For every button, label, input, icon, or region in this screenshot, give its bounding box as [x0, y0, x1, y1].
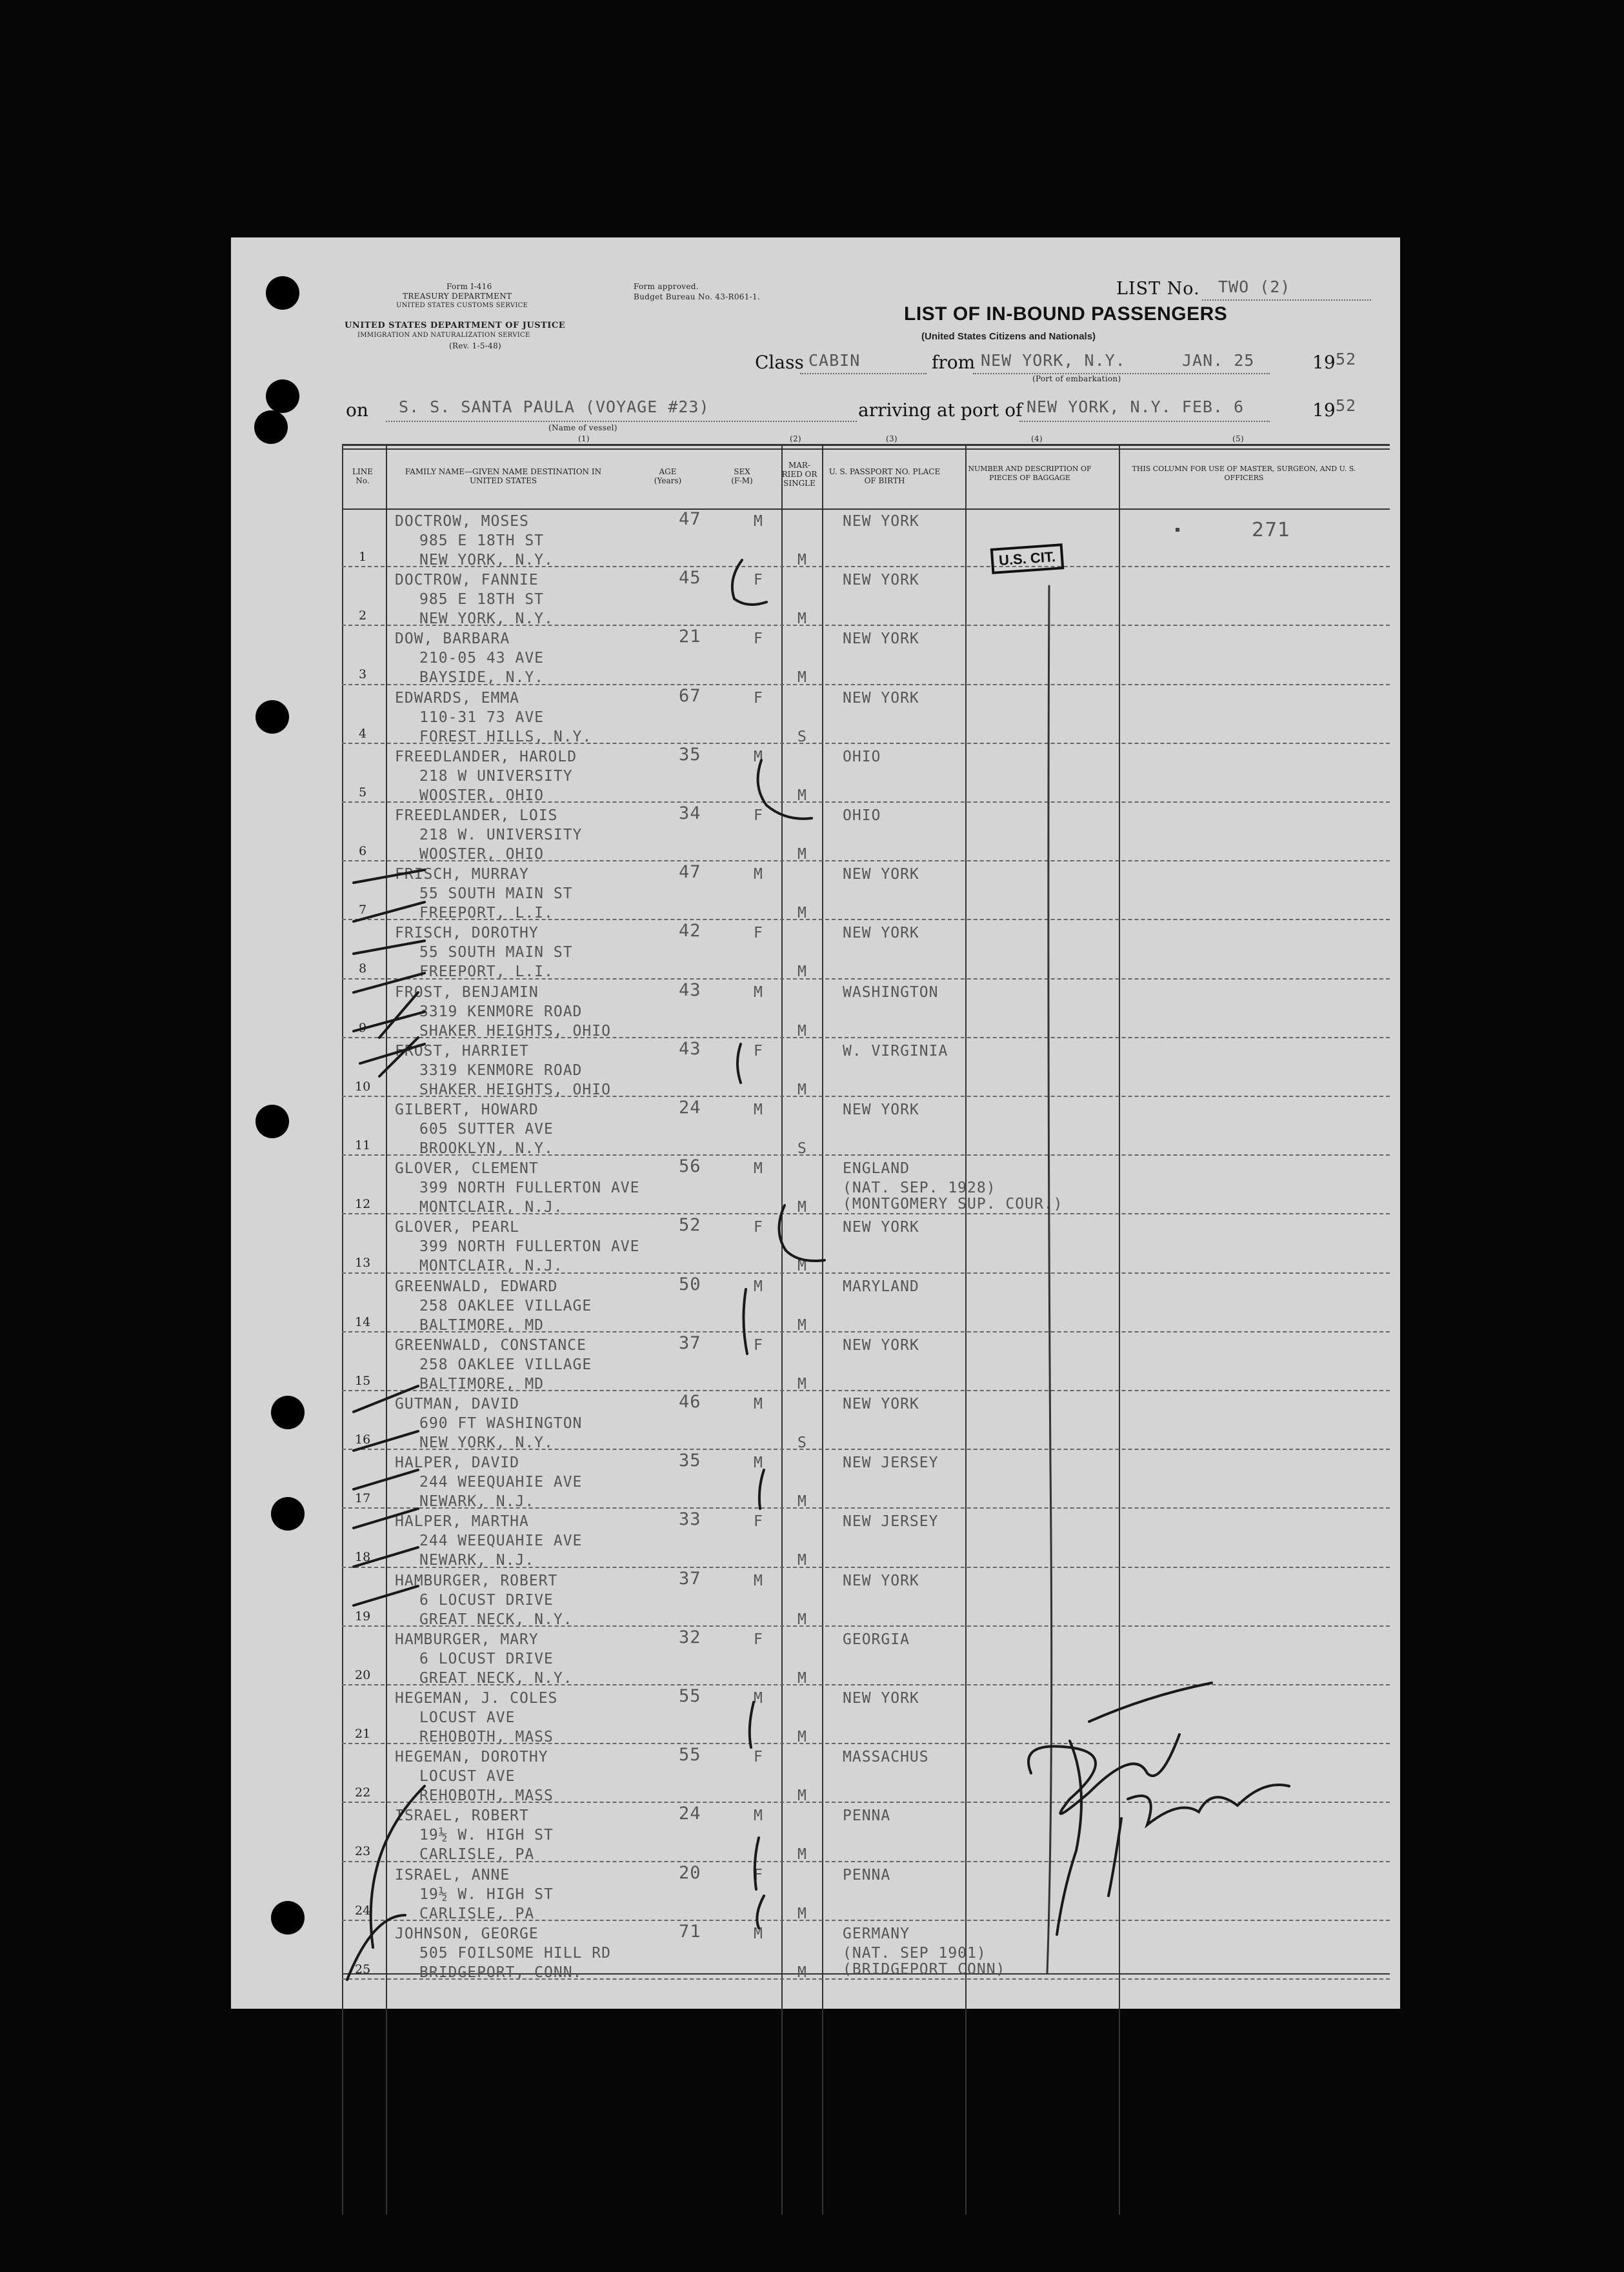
passenger-address-1: 690 FT WASHINGTON: [419, 1415, 583, 1432]
place-of-birth: NEW YORK: [843, 1396, 919, 1412]
marital-status: S: [797, 728, 807, 745]
passenger-sex: F: [754, 1749, 763, 1766]
col-num-1: (1): [578, 434, 590, 443]
us-citizen-stamp: U.S. CIT.: [990, 543, 1065, 574]
passenger-age: 37: [679, 1332, 701, 1353]
passenger-sex: M: [754, 1454, 763, 1472]
place-of-birth: MASSACHUS: [843, 1749, 929, 1766]
passenger-age: 35: [679, 744, 701, 765]
signature-mark: [1128, 1785, 1289, 1825]
passenger-address-2: BRIDGEPORT, CONN.: [419, 1964, 583, 1981]
passenger-age: 50: [679, 1274, 701, 1294]
passenger-sex: F: [754, 925, 763, 942]
line-number: 5: [359, 785, 367, 799]
line-number: 10: [355, 1079, 371, 1094]
marital-status: M: [797, 1022, 807, 1040]
marital-status: M: [797, 1846, 807, 1864]
line-number: 17: [355, 1491, 371, 1506]
passenger-age: 55: [679, 1686, 701, 1706]
officer-note: 271: [1252, 519, 1291, 541]
passenger-address-2: GREAT NECK, N.Y.: [419, 1611, 573, 1628]
line-number: 19: [355, 1609, 371, 1624]
marital-status: M: [797, 1552, 807, 1569]
line-number: 23: [355, 1844, 371, 1859]
passenger-address-1: 985 E 18TH ST: [419, 591, 545, 608]
passenger-sex: F: [754, 630, 763, 648]
line-number: 11: [355, 1138, 371, 1152]
marital-status: S: [797, 1140, 807, 1157]
passenger-address-2: WOOSTER, OHIO: [419, 787, 545, 804]
passenger-address-1: 505 FOILSOME HILL RD: [419, 1944, 611, 1962]
passenger-name: HAMBURGER, ROBERT: [395, 1572, 558, 1589]
passenger-name: ISRAEL, ANNE: [395, 1866, 510, 1884]
check-mark: [371, 1786, 425, 1947]
passenger-age: 21: [679, 627, 701, 647]
passenger-address-1: LOCUST AVE: [419, 1709, 516, 1726]
page-title: LIST OF IN-BOUND PASSENGERS: [904, 303, 1228, 325]
passenger-address-2: NEWARK, N.J.: [419, 1493, 535, 1511]
bracket-mark: [750, 1702, 754, 1747]
place-of-birth: W. VIRGINIA: [843, 1042, 948, 1060]
passenger-name: FRISCH, MURRAY: [395, 866, 529, 883]
passenger-address-1: 110-31 73 AVE: [419, 709, 545, 726]
justice-dept: UNITED STATES DEPARTMENT OF JUSTICE: [345, 321, 566, 330]
bracket-mark: [757, 1896, 764, 1928]
passenger-address-1: 399 NORTH FULLERTON AVE: [419, 1238, 640, 1256]
line-number: 2: [359, 608, 367, 623]
vessel-caption: (Name of vessel): [548, 423, 617, 432]
marital-status: M: [797, 787, 807, 804]
passenger-sex: F: [754, 1513, 763, 1531]
naturalization-note: (NAT. SEP 1901): [843, 1944, 987, 1962]
class-label: Class: [755, 352, 804, 373]
arriving-label: arriving at port of: [858, 399, 1023, 421]
check-mark: [354, 1431, 418, 1451]
passenger-sex: M: [754, 748, 763, 765]
col-header-name: FAMILY NAME—GIVEN NAME DESTINATION IN UNITED STATES: [405, 467, 602, 485]
punch-hole: [271, 1901, 305, 1935]
class-value: CABIN: [808, 351, 861, 370]
check-mark: [354, 973, 425, 992]
check-mark: [347, 1915, 405, 1980]
passenger-address-2: CARLISLE, PA: [419, 1846, 535, 1864]
passenger-address-1: 605 SUTTER AVE: [419, 1121, 554, 1138]
form-number: Form I-416: [446, 282, 492, 291]
marital-status: M: [797, 1081, 807, 1098]
passenger-name: HEGEMAN, J. COLES: [395, 1690, 558, 1707]
marital-status: M: [797, 669, 807, 687]
passenger-age: 43: [679, 1038, 701, 1059]
place-of-birth: NEW YORK: [843, 630, 919, 648]
marital-status: M: [797, 905, 807, 922]
passenger-address-2: MONTCLAIR, N.J.: [419, 1199, 563, 1216]
place-of-birth: PENNA: [843, 1807, 891, 1825]
from-date: JAN. 25: [1182, 351, 1255, 370]
line-number: 4: [359, 726, 367, 741]
line-number: 9: [359, 1020, 367, 1035]
passenger-sex: M: [754, 1101, 763, 1118]
place-of-birth: GERMANY: [843, 1925, 910, 1942]
year-2: 52: [1336, 396, 1357, 415]
bracket-mark: [758, 760, 812, 819]
col-header-passport: U. S. PASSPORT NO. PLACE OF BIRTH: [828, 467, 941, 485]
marital-status: M: [797, 610, 807, 628]
passenger-sex: M: [754, 866, 763, 883]
passenger-address-2: NEWARK, N.J.: [419, 1552, 535, 1569]
marital-status: M: [797, 1669, 807, 1687]
passenger-age: 42: [679, 921, 701, 941]
passenger-sex: M: [754, 1925, 763, 1942]
passenger-sex: M: [754, 1690, 763, 1707]
passenger-sex: M: [754, 1160, 763, 1178]
punch-hole: [271, 1497, 305, 1531]
line-number: 13: [355, 1256, 371, 1271]
year-prefix-1: 19: [1312, 352, 1336, 373]
passenger-name: FREEDLANDER, HAROLD: [395, 748, 577, 765]
passenger-address-2: BALTIMORE, MD: [419, 1375, 545, 1392]
marital-status: M: [797, 1316, 807, 1334]
passenger-address-2: CARLISLE, PA: [419, 1905, 535, 1922]
passenger-address-2: WOOSTER, OHIO: [419, 846, 545, 863]
passenger-address-2: REHOBOTH, MASS: [419, 1729, 554, 1745]
marital-status: M: [797, 1611, 807, 1628]
place-of-birth: NEW JERSEY: [843, 1454, 939, 1472]
marital-status: M: [797, 1375, 807, 1392]
passenger-address-1: 244 WEEQUAHIE AVE: [419, 1474, 583, 1491]
passenger-name: HEGEMAN, DOROTHY: [395, 1749, 548, 1766]
marital-status: S: [797, 1434, 807, 1451]
passenger-address-2: BROOKLYN, N.Y.: [419, 1140, 554, 1157]
ins-service: IMMIGRATION AND NATURALIZATION SERVICE: [357, 332, 530, 339]
col-header-line: LINE No.: [352, 467, 373, 485]
year-1: 52: [1336, 350, 1357, 368]
place-of-birth: ENGLAND: [843, 1160, 910, 1178]
passenger-sex: M: [754, 513, 763, 530]
marital-status: M: [797, 1964, 807, 1981]
marital-status: M: [797, 1199, 807, 1216]
passenger-name: JOHNSON, GEORGE: [395, 1925, 539, 1942]
line-number: 6: [359, 844, 367, 858]
passenger-name: DOW, BARBARA: [395, 630, 510, 648]
line-number: 20: [355, 1667, 371, 1682]
passenger-sex: M: [754, 983, 763, 1001]
marital-status: M: [797, 1729, 807, 1745]
passenger-name: EDWARDS, EMMA: [395, 689, 520, 707]
line-number: 21: [355, 1727, 371, 1741]
passenger-address-1: 210-05 43 AVE: [419, 650, 545, 667]
place-of-birth: NEW YORK: [843, 925, 919, 942]
passenger-age: 43: [679, 980, 701, 1000]
marital-status: M: [797, 552, 807, 568]
col-header-baggage: NUMBER AND DESCRIPTION OF PIECES OF BAGGAGE: [968, 465, 1092, 482]
handwritten-marks: [231, 237, 1400, 2009]
passenger-sex: F: [754, 1866, 763, 1884]
line-number: 15: [355, 1373, 371, 1388]
signature-mark: [1057, 1741, 1081, 1935]
passenger-address-1: 244 WEEQUAHIE AVE: [419, 1533, 583, 1550]
passenger-address-1: 218 W UNIVERSITY: [419, 767, 573, 785]
vessel-name: S. S. SANTA PAULA (VOYAGE #23): [399, 397, 710, 416]
passenger-sex: F: [754, 689, 763, 707]
bracket-mark: [737, 1044, 741, 1083]
place-of-birth: NEW YORK: [843, 1101, 919, 1118]
check-mark: [354, 941, 425, 954]
passenger-name: HAMBURGER, MARY: [395, 1631, 539, 1648]
bracket-mark: [732, 560, 767, 605]
col-num-3: (3): [886, 434, 897, 443]
passenger-name: HALPER, DAVID: [395, 1454, 520, 1472]
bracket-mark: [759, 1470, 764, 1509]
passenger-address-1: 3319 KENMORE ROAD: [419, 1061, 583, 1079]
passenger-address-1: 258 OAKLEE VILLAGE: [419, 1297, 592, 1314]
passenger-address-2: GREAT NECK, N.Y.: [419, 1669, 573, 1687]
check-mark: [354, 870, 425, 883]
passenger-address-1: 985 E 18TH ST: [419, 532, 545, 549]
punch-hole: [254, 410, 288, 444]
place-of-birth: OHIO: [843, 807, 881, 824]
place-of-birth: NEW YORK: [843, 866, 919, 883]
check-mark: [354, 1547, 418, 1567]
signature-mark: [1089, 1683, 1212, 1722]
passenger-age: 71: [679, 1921, 701, 1942]
from-label: from: [932, 352, 976, 373]
passenger-sex: M: [754, 1396, 763, 1412]
passenger-age: 24: [679, 1804, 701, 1824]
check-mark: [354, 1509, 418, 1528]
passenger-name: GLOVER, CLEMENT: [395, 1160, 539, 1178]
customs-service: UNITED STATES CUSTOMS SERVICE: [396, 302, 528, 309]
passenger-address-2: NEW YORK, N.Y.: [419, 552, 554, 568]
passenger-address-1: 55 SOUTH MAIN ST: [419, 885, 573, 903]
passenger-name: FRISCH, DOROTHY: [395, 925, 539, 942]
passenger-sex: F: [754, 1042, 763, 1060]
passenger-name: DOCTROW, FANNIE: [395, 572, 539, 589]
passenger-address-2: FREEPORT, L.I.: [419, 905, 554, 922]
marital-status: M: [797, 1787, 807, 1805]
passenger-address-2: MONTCLAIR, N.J.: [419, 1258, 563, 1275]
passenger-sex: F: [754, 1631, 763, 1648]
passenger-name: ISRAEL, ROBERT: [395, 1807, 529, 1825]
place-of-birth: MARYLAND: [843, 1278, 919, 1295]
passenger-address-1: 55 SOUTH MAIN ST: [419, 944, 573, 961]
passenger-sex: F: [754, 1219, 763, 1236]
punch-hole: [256, 1105, 289, 1138]
passenger-address-2: FREEPORT, L.I.: [419, 963, 554, 981]
passenger-age: 34: [679, 803, 701, 823]
passenger-address-2: NEW YORK, N.Y.: [419, 610, 554, 628]
passenger-name: GREENWALD, EDWARD: [395, 1278, 558, 1295]
passenger-sex: M: [754, 1807, 763, 1825]
place-of-birth: NEW JERSEY: [843, 1513, 939, 1531]
place-of-birth: NEW YORK: [843, 1336, 919, 1354]
passenger-address-1: 258 OAKLEE VILLAGE: [419, 1356, 592, 1373]
budget-bureau: Budget Bureau No. 43-R061-1.: [634, 292, 761, 301]
line-number: 22: [355, 1785, 371, 1800]
line-number: 3: [359, 667, 367, 682]
passenger-age: 33: [679, 1509, 701, 1530]
treasury-dept: TREASURY DEPARTMENT: [403, 292, 512, 301]
line-number: 16: [355, 1433, 371, 1447]
passenger-sex: M: [754, 1572, 763, 1589]
bracket-mark: [755, 1838, 759, 1889]
passenger-name: FROST, HARRIET: [395, 1042, 529, 1060]
line-number: 25: [355, 1962, 371, 1976]
place-of-birth: NEW YORK: [843, 513, 919, 530]
passenger-name: FREEDLANDER, LOIS: [395, 807, 558, 824]
punch-hole: [266, 379, 299, 413]
place-of-birth: NEW YORK: [843, 1572, 919, 1589]
check-mark: [354, 1586, 418, 1605]
passenger-address-1: 6 LOCUST DRIVE: [419, 1591, 554, 1609]
marital-status: M: [797, 1905, 807, 1922]
manifest-sheet: [231, 237, 1400, 2009]
passenger-address-1: LOCUST AVE: [419, 1768, 516, 1785]
place-of-birth: NEW YORK: [843, 1690, 919, 1707]
passenger-address-2: NEW YORK, N.Y.: [419, 1434, 554, 1451]
line-number: 24: [355, 1903, 371, 1918]
passenger-age: 20: [679, 1862, 701, 1883]
passenger-age: 46: [679, 1392, 701, 1412]
place-of-birth: WASHINGTON: [843, 983, 939, 1001]
check-mark: [354, 1470, 418, 1489]
check-mark: [354, 902, 425, 921]
passenger-sex: F: [754, 1336, 763, 1354]
form-approved: Form approved.: [634, 282, 699, 291]
passenger-age: 35: [679, 1451, 701, 1471]
passenger-address-1: 399 NORTH FULLERTON AVE: [419, 1180, 640, 1197]
place-of-birth: NEW YORK: [843, 1219, 919, 1236]
passenger-age: 45: [679, 568, 701, 588]
port-embarkation-caption: (Port of embarkation): [1032, 374, 1121, 383]
passenger-age: 67: [679, 685, 701, 706]
year-prefix-2: 19: [1312, 399, 1336, 421]
on-label: on: [346, 399, 368, 421]
col-header-married: MAR-RIED OR SINGLE: [781, 461, 817, 488]
marital-status: M: [797, 1493, 807, 1511]
passenger-age: 52: [679, 1215, 701, 1236]
punch-hole: [271, 1396, 305, 1429]
passenger-address-1: 6 LOCUST DRIVE: [419, 1650, 554, 1667]
check-mark: [360, 1044, 425, 1063]
col-num-4: (4): [1031, 434, 1043, 443]
place-of-birth: NEW YORK: [843, 572, 919, 589]
passenger-name: GILBERT, HOWARD: [395, 1101, 539, 1118]
passenger-age: 55: [679, 1745, 701, 1765]
line-number: 12: [355, 1197, 371, 1212]
passenger-sex: F: [754, 572, 763, 589]
page-subtitle: (United States Citizens and Nationals): [921, 331, 1096, 342]
passenger-sex: M: [754, 1278, 763, 1295]
line-number: 1: [359, 550, 367, 564]
passenger-address-2: BALTIMORE, MD: [419, 1316, 545, 1334]
passenger-address-2: BAYSIDE, N.Y.: [419, 669, 545, 687]
marital-status: M: [797, 846, 807, 863]
passenger-address-2: FOREST HILLS, N.Y.: [419, 728, 592, 745]
list-no-value: TWO (2): [1218, 277, 1291, 296]
passenger-age: 37: [679, 1568, 701, 1589]
revision-date: (Rev. 1-5-48): [449, 341, 502, 350]
line-number: 7: [359, 903, 367, 918]
passenger-sex: F: [754, 807, 763, 824]
ditto-line: [1047, 586, 1052, 1973]
marital-status: M: [797, 1258, 807, 1275]
place-of-birth: NEW YORK: [843, 689, 919, 707]
place-of-birth: PENNA: [843, 1866, 891, 1884]
passenger-age: 47: [679, 509, 701, 529]
passenger-address-2: REHOBOTH, MASS: [419, 1787, 554, 1805]
naturalization-court: (BRIDGEPORT CONN): [843, 1960, 1006, 1978]
place-of-birth: OHIO: [843, 748, 881, 765]
line-number: 18: [355, 1550, 371, 1565]
passenger-name: GLOVER, PEARL: [395, 1219, 520, 1236]
bracket-mark: [743, 1289, 747, 1354]
punch-hole: [266, 276, 299, 310]
col-num-2: (2): [790, 434, 801, 443]
check-mark: [354, 1386, 418, 1412]
passenger-name: GREENWALD, CONSTANCE: [395, 1336, 586, 1354]
from-port: NEW YORK, N.Y.: [981, 351, 1126, 370]
punch-hole: [256, 700, 289, 734]
line-number: 14: [355, 1314, 371, 1329]
passenger-name: GUTMAN, DAVID: [395, 1396, 520, 1412]
naturalization-court: (MONTGOMERY SUP. COUR.): [843, 1196, 1063, 1213]
passenger-age: 24: [679, 1098, 701, 1118]
line-number: 8: [359, 961, 367, 976]
passenger-age: 32: [679, 1627, 701, 1647]
col-num-5: (5): [1232, 434, 1244, 443]
passenger-age: 56: [679, 1156, 701, 1177]
passenger-address-1: 19½ W. HIGH ST: [419, 1885, 554, 1903]
passenger-age: 47: [679, 862, 701, 883]
col-header-sex: SEX (F-M): [731, 467, 753, 485]
place-of-birth: GEORGIA: [843, 1631, 910, 1648]
passenger-address-1: 218 W. UNIVERSITY: [419, 827, 583, 843]
passenger-address-1: 3319 KENMORE ROAD: [419, 1003, 583, 1020]
marital-status: M: [797, 963, 807, 981]
col-header-officers: THIS COLUMN FOR USE OF MASTER, SURGEON, AND U. S. OFFICERS: [1132, 465, 1356, 482]
passenger-address-2: SHAKER HEIGHTS, OHIO: [419, 1022, 611, 1040]
passenger-address-2: SHAKER HEIGHTS, OHIO: [419, 1081, 611, 1098]
arrival-port: NEW YORK, N.Y. FEB. 6: [1027, 397, 1245, 416]
passenger-name: FROST, BENJAMIN: [395, 983, 539, 1001]
col-header-age: AGE (Years): [654, 467, 682, 485]
passenger-address-1: 19½ W. HIGH ST: [419, 1827, 554, 1844]
signature-mark: [1108, 1818, 1121, 1896]
naturalization-note: (NAT. SEP. 1928): [843, 1180, 996, 1197]
passenger-name: HALPER, MARTHA: [395, 1513, 529, 1531]
list-no-label: LIST No.: [1116, 279, 1200, 299]
passenger-name: DOCTROW, MOSES: [395, 513, 529, 530]
bracket-mark: [779, 1205, 825, 1261]
